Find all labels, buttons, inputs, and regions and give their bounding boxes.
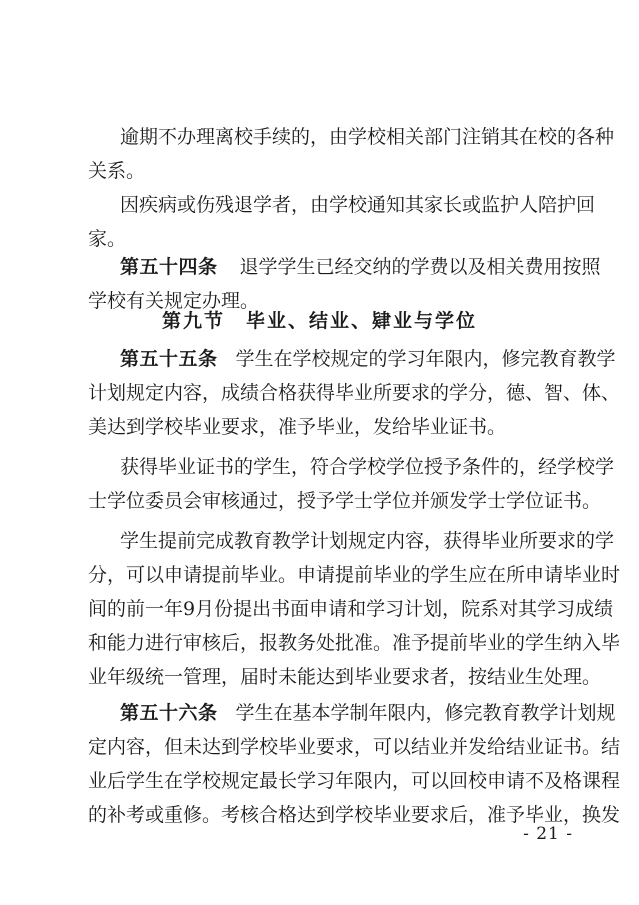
article-line — [120, 340, 616, 378]
paragraph-line: 和能力进行审核后，报教务处批准。准予提前毕业的学生纳入毕 — [88, 632, 621, 654]
paragraph-line: 逾期不办理离校手续的，由学校相关部门注销其在校的各种 — [120, 126, 615, 148]
paragraph-line: 士学位委员会审核通过，授予学士学位并颁发学士学位证书。 — [88, 490, 602, 512]
paragraph-line: 因疾病或伤残退学者，由学校通知其家长或监护人陪护回 — [120, 194, 596, 216]
paragraph-line: 间的前一年9月份提出书面申请和学习计划，院系对其学习成绩 — [88, 598, 614, 620]
paragraph-line: 家。 — [88, 228, 127, 250]
paragraph-line: 定内容，但未达到学校毕业要求，可以结业并发给结业证书。结 — [88, 736, 621, 758]
paragraph-line: 获得毕业证书的学生，符合学校学位授予条件的，经学校学 — [120, 456, 615, 478]
paragraph-line: 分，可以申请提前毕业。申请提前毕业的学生应在所申请毕业时 — [88, 564, 621, 586]
article-number: 第五十六条 — [120, 702, 218, 724]
paragraph-line: 业后学生在学校规定最长学习年限内，可以回校申请不及格课程 — [88, 770, 621, 792]
article-number: 第五十四条 — [120, 256, 218, 278]
paragraph-line: 业年级统一管理，届时未能达到毕业要求者，按结业生处理。 — [88, 666, 602, 688]
paragraph-line: 计划规定内容，成绩合格获得毕业所要求的学分，德、智、体、 — [88, 382, 621, 404]
article-line — [120, 694, 616, 732]
paragraph-line: 关系。 — [88, 160, 146, 182]
article-number: 第五十五条 — [120, 348, 218, 370]
article-text: 学生在基本学制年限内，修完教育教学计划规 — [235, 702, 616, 724]
paragraph-line: 学校有关规定办理。 — [88, 290, 260, 312]
article-text: 学生在学校规定的学习年限内，修完教育教学 — [235, 348, 616, 370]
article-text: 退学学生已经交纳的学费以及相关费用按照 — [239, 256, 601, 278]
paragraph-line: 美达到学校毕业要求，准予毕业，发给毕业证书。 — [88, 416, 507, 438]
paragraph-line: 学生提前完成教育教学计划规定内容，获得毕业所要求的学 — [120, 530, 615, 552]
page-number: - 21 - — [523, 824, 573, 844]
section-heading: 第九节 毕业、结业、肄业与学位 — [161, 310, 477, 332]
paragraph-line: 的补考或重修。考核合格达到学校毕业要求后，准予毕业，换发 — [88, 804, 621, 826]
article-line — [120, 248, 601, 286]
